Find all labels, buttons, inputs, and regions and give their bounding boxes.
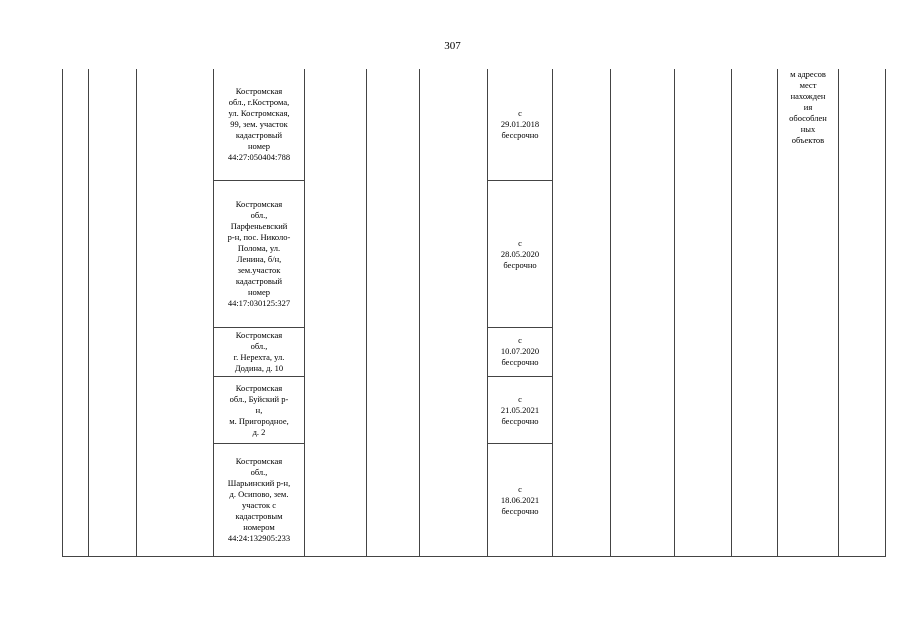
cell-text: [789, 69, 827, 146]
cell-line: кадастровым: [235, 511, 283, 521]
cell-line: н,: [255, 404, 263, 415]
cell-line: объектов: [791, 135, 825, 145]
period-cell: [488, 377, 552, 443]
cell-line: бессрочно: [501, 130, 539, 140]
cell-line: ул. Костромская,: [228, 108, 290, 118]
column-line: [731, 69, 732, 557]
cell-line: обл.,: [250, 467, 268, 477]
cell-text: [228, 199, 291, 309]
cell-line: 44:17:030125:327: [227, 298, 291, 308]
period-cell: [488, 327, 552, 376]
cell-line: участок с: [242, 500, 276, 510]
cell-text: [228, 456, 290, 544]
cell-line: 29.01.2018: [500, 119, 540, 129]
column-line: [136, 69, 137, 557]
cell-line: Костромская: [235, 199, 283, 209]
cell-line: 21.05.2021: [500, 404, 540, 415]
cell-line: с: [518, 393, 522, 404]
address-cell: [214, 377, 304, 443]
cell-line: д. Осипово, зем.: [229, 489, 289, 499]
table-bottom-border: [62, 556, 886, 557]
column-line: [838, 69, 839, 557]
cell-line: 18.06.2021: [500, 494, 540, 505]
cell-line: Костромская: [235, 86, 283, 96]
period-cell: [488, 69, 552, 180]
cell-line: 99, зем. участок: [230, 119, 288, 129]
cell-line: нахожден: [790, 91, 826, 101]
column-line: [674, 69, 675, 557]
cell-line: с: [518, 483, 522, 494]
cell-text: [234, 330, 285, 374]
cell-line: д. 2: [252, 426, 266, 437]
column-line: [552, 69, 553, 557]
cell-line: кадастровый: [235, 276, 283, 286]
note-cell: [778, 69, 838, 169]
cell-line: Костромская: [235, 329, 283, 340]
cell-line: Полома, ул.: [237, 243, 281, 253]
cell-line: бесрочно: [503, 259, 537, 270]
column-line: [62, 69, 63, 557]
cell-line: мест: [799, 80, 817, 90]
cell-line: бессрочно: [501, 357, 539, 367]
cell-line: номер: [247, 141, 271, 151]
cell-text: [501, 238, 539, 271]
cell-text: [228, 86, 290, 163]
page-number: 307: [444, 40, 461, 52]
cell-line: с: [518, 237, 522, 248]
cell-line: кадастровый: [235, 130, 283, 140]
cell-line: Додина, д. 10: [234, 362, 284, 373]
address-cell: [214, 444, 304, 556]
cell-line: бессрочно: [501, 415, 539, 426]
period-cell: [488, 181, 552, 327]
cell-line: с: [518, 108, 522, 118]
cell-line: бессрочно: [501, 505, 539, 516]
address-cell: [214, 69, 304, 180]
column-line: [88, 69, 89, 557]
column-line: [610, 69, 611, 557]
column-line: [885, 69, 886, 557]
cell-text: [501, 108, 539, 141]
cell-line: Костромская: [235, 382, 283, 393]
cell-line: 28.05.2020: [500, 248, 540, 259]
cell-line: обособлен: [789, 113, 827, 123]
column-line: [419, 69, 420, 557]
cell-line: Ленина, б/н,: [236, 254, 282, 264]
cell-line: р-н, пос. Николо-: [227, 232, 291, 242]
cell-line: номером: [243, 522, 275, 532]
cell-line: обл., г.Кострома,: [228, 97, 290, 107]
address-cell: [214, 181, 304, 327]
cell-text: [501, 394, 539, 427]
cell-line: м. Пригородное,: [229, 415, 289, 426]
period-cell: [488, 444, 552, 556]
cell-line: г. Нерехта, ул.: [233, 351, 285, 362]
cell-text: [501, 484, 539, 517]
cell-line: Парфеньевский: [230, 221, 288, 231]
cell-line: 44:27:050404:788: [227, 152, 291, 162]
cell-line: обл., Буйский р-: [229, 393, 289, 404]
cell-line: 44:24:132905:233: [227, 533, 291, 543]
cell-text: [229, 383, 288, 438]
cell-line: номер: [247, 287, 271, 297]
column-line: [366, 69, 367, 557]
address-cell: [214, 327, 304, 376]
cell-line: 10.07.2020: [500, 346, 540, 356]
column-line: [304, 69, 305, 557]
cell-line: ия: [803, 102, 813, 112]
cell-line: Костромская: [235, 456, 283, 466]
cell-line: обл.,: [250, 210, 268, 220]
cell-line: зем.участок: [237, 265, 281, 275]
cell-line: Шарьинский р-н,: [227, 478, 291, 488]
cell-text: [501, 335, 539, 368]
cell-line: ных: [800, 124, 816, 134]
cell-line: м адресов: [790, 69, 826, 79]
cell-line: обл.,: [250, 340, 268, 351]
cell-line: с: [518, 335, 522, 345]
